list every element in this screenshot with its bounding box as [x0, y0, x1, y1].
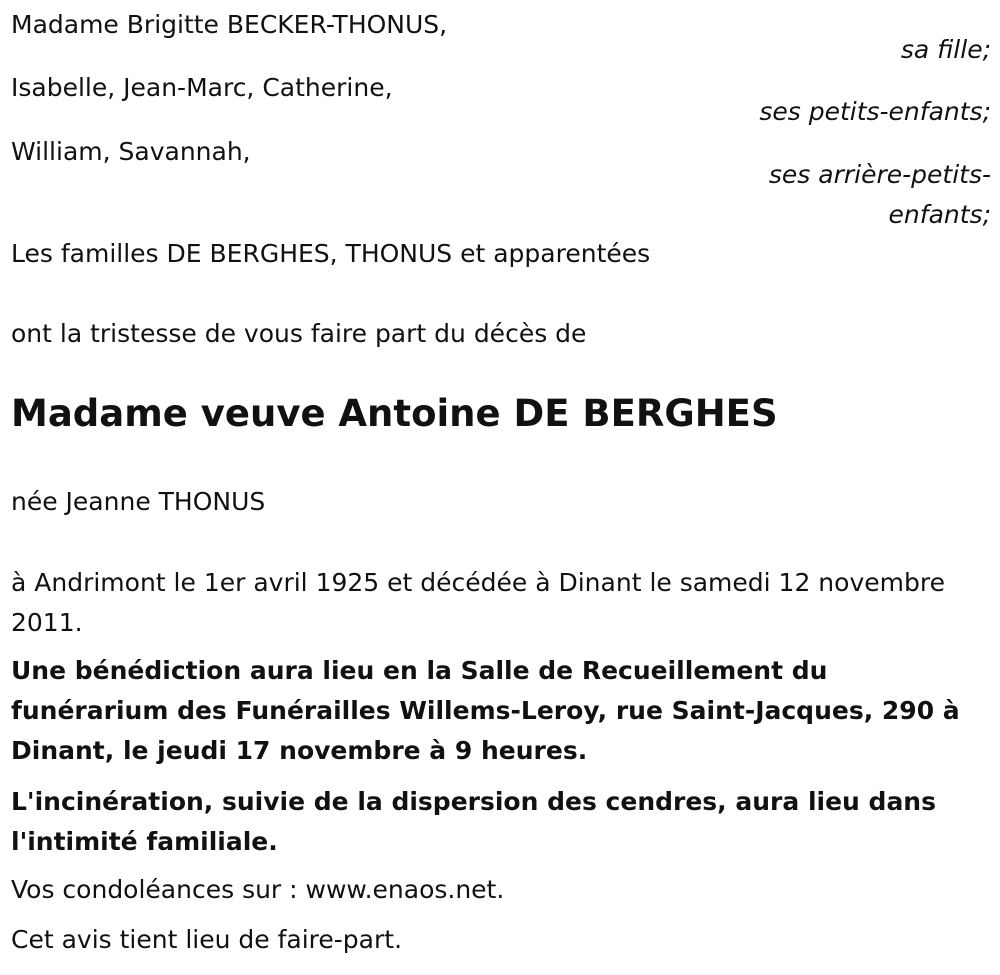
maiden-name: née Jeanne THONUS [11, 487, 266, 516]
families-line: Les familles DE BERGHES, THONUS et apparentées [11, 239, 651, 268]
notice-text: Cet avis tient lieu de faire-part. [11, 925, 403, 954]
condolences-text: Vos condoléances sur : www.enaos.net. [11, 875, 505, 904]
role-daughter: sa fille; [900, 35, 991, 64]
incineration-info: L'incinération, suivie de la dispersion des cendres, aura lieu dans l'intimité familiale. [11, 787, 936, 856]
ceremony-info: Une bénédiction aura lieu en la Salle de Recueillement du funérarium des Funérailles Willems-Leroy, rue Saint-Jacques, 290 à Dinant, le jeudi 17 novembre à 9 heures. [11, 656, 960, 765]
role-grandchildren: ses petits-enfants; [759, 97, 991, 126]
birth-death-info: à Andrimont le 1er avril 1925 et décédée à Dinant le samedi 12 novembre 2011. [11, 568, 945, 637]
role-great-grandchildren-line1: ses arrière-petits- [768, 160, 991, 189]
family-member-daughter: Madame Brigitte BECKER-THONUS, [11, 10, 448, 39]
role-great-grandchildren-line2: enfants; [888, 200, 991, 229]
family-members-great-grandchildren: William, Savannah, [11, 137, 251, 166]
deceased-name: Madame veuve Antoine DE BERGHES [11, 392, 778, 435]
announcement-text: ont la tristesse de vous faire part du décès de [11, 319, 587, 348]
family-members-grandchildren: Isabelle, Jean-Marc, Catherine, [11, 73, 393, 102]
